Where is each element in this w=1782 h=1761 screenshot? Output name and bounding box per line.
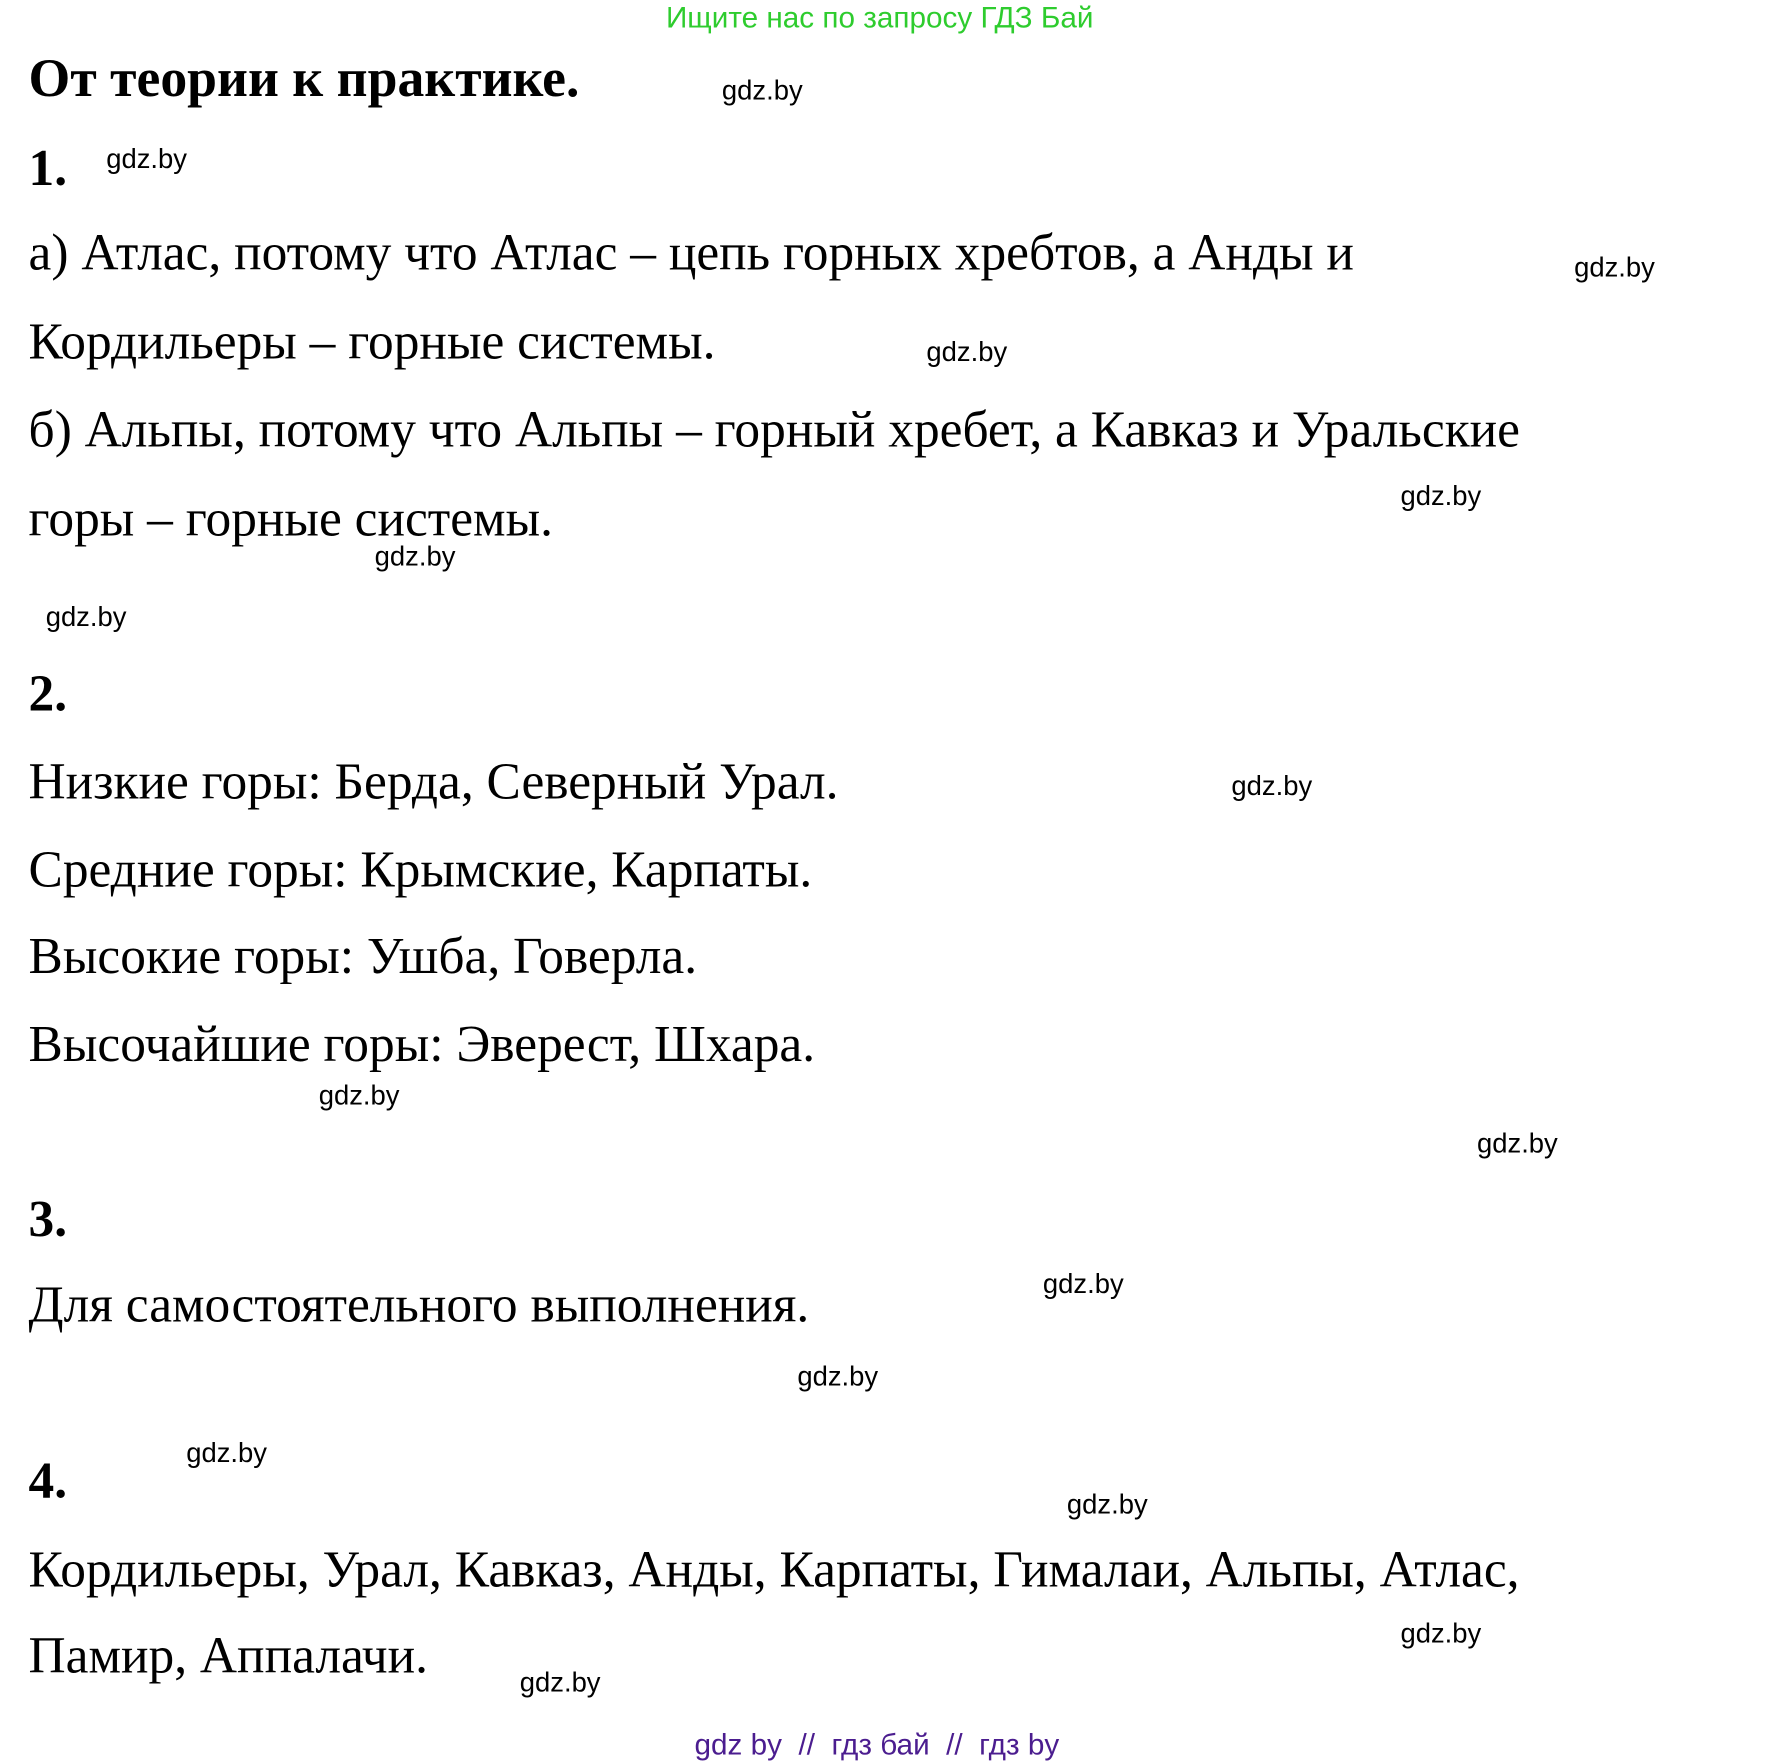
section-number-2: 2. xyxy=(28,664,68,722)
watermark: gdz.by xyxy=(1400,1618,1482,1650)
answer-line: а) Атлас, потому что Атлас – цепь горных хребтов, а Анды и xyxy=(28,223,1354,282)
watermark: gdz.by xyxy=(1066,1489,1148,1521)
section-number-1: 1. xyxy=(28,139,68,197)
answer-line: Высокие горы: Ушба, Говерла. xyxy=(28,927,698,985)
answer-line: Кордильеры – горные системы. xyxy=(28,312,716,371)
watermark: gdz.by xyxy=(519,1667,601,1699)
answer-line: Средние горы: Крымские, Карпаты. xyxy=(28,840,813,898)
watermark: gdz.by xyxy=(1042,1269,1124,1300)
page-title: От теории к практике. xyxy=(28,49,580,109)
answer-line: Для самостоятельного выполнения. xyxy=(28,1275,810,1334)
watermark: gdz.by xyxy=(318,1080,400,1112)
answer-line: Кордильеры, Урал, Кавказ, Анды, Карпаты, Гималаи, Альпы, Атлас, xyxy=(28,1540,1520,1599)
watermark: gdz.by xyxy=(374,541,456,573)
watermark: gdz.by xyxy=(106,143,188,175)
watermark: gdz.by xyxy=(1574,252,1655,284)
watermark: gdz.by xyxy=(721,75,803,107)
watermark: gdz.by xyxy=(45,601,127,633)
answer-line: Низкие горы: Берда, Северный Урал. xyxy=(28,752,839,810)
watermark: gdz.by xyxy=(926,336,1008,368)
watermark: gdz.by xyxy=(1231,771,1313,802)
watermark: gdz.by xyxy=(1400,480,1482,512)
header-search-hint: Ищите нас по запросу ГДЗ Бай xyxy=(665,0,1094,35)
footer-links: gdz by // гдз бай // гдз by xyxy=(694,1727,1060,1761)
section-number-3: 3. xyxy=(28,1190,68,1248)
watermark: gdz.by xyxy=(1476,1128,1558,1160)
answer-line: Высочайшие горы: Эверест, Шхара. xyxy=(28,1015,816,1073)
answer-line: Памир, Аппалачи. xyxy=(28,1626,428,1684)
watermark: gdz.by xyxy=(186,1438,267,1469)
answer-line: б) Альпы, потому что Альпы – горный хребет, а Кавказ и Уральские xyxy=(28,400,1520,459)
answer-line: горы – горные системы. xyxy=(28,490,553,548)
watermark: gdz.by xyxy=(797,1361,879,1393)
section-number-4: 4. xyxy=(28,1451,68,1509)
